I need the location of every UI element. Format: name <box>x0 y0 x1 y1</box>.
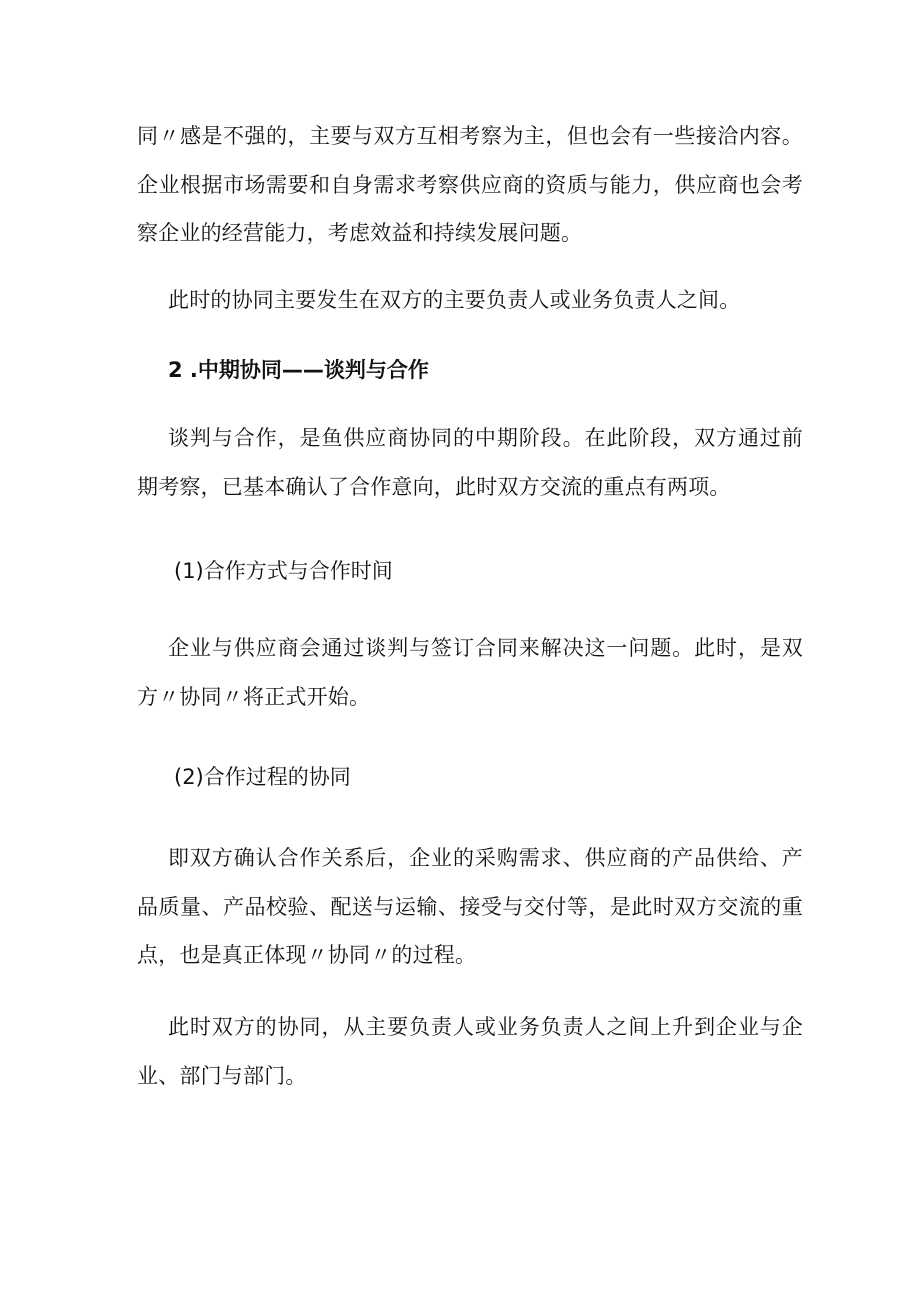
paragraph-1: 同〃感是不强的，主要与双方互相考察为主，但也会有一些接洽内容。企业根据市场需要和自身需求考察供应商的资质与能力，供应商也会考察企业的经营能力，考虑效益和持续发展问题。 <box>137 124 803 245</box>
subheading-2: (2)合作过程的协同 <box>174 765 351 789</box>
paragraph-3: 谈判与合作，是鱼供应商协同的中期阶段。在此阶段，双方通过前期考察，已基本确认了合作意向，此时双方交流的重点有两项。 <box>137 426 803 499</box>
paragraph-2: 此时的协同主要发生在双方的主要负责人或业务负责人之间。 <box>168 288 741 312</box>
paragraph-6: 此时双方的协同，从主要负责人或业务负责人之间上升到企业与企业、部门与部门。 <box>137 1015 803 1088</box>
paragraph-5: 即双方确认合作关系后，企业的采购需求、供应商的产品供给、产品质量、产品校验、配送与运输、接受与交付等，是此时双方交流的重点，也是真正体现〃协同〃的过程。 <box>137 846 803 967</box>
paragraph-4: 企业与供应商会通过谈判与签订合同来解决这一问题。此时，是双方〃协同〃将正式开始。 <box>137 636 803 709</box>
subheading-1: (1)合作方式与合作时间 <box>174 559 393 583</box>
section-heading: 2 .中期协同——谈判与合作 <box>168 358 429 382</box>
